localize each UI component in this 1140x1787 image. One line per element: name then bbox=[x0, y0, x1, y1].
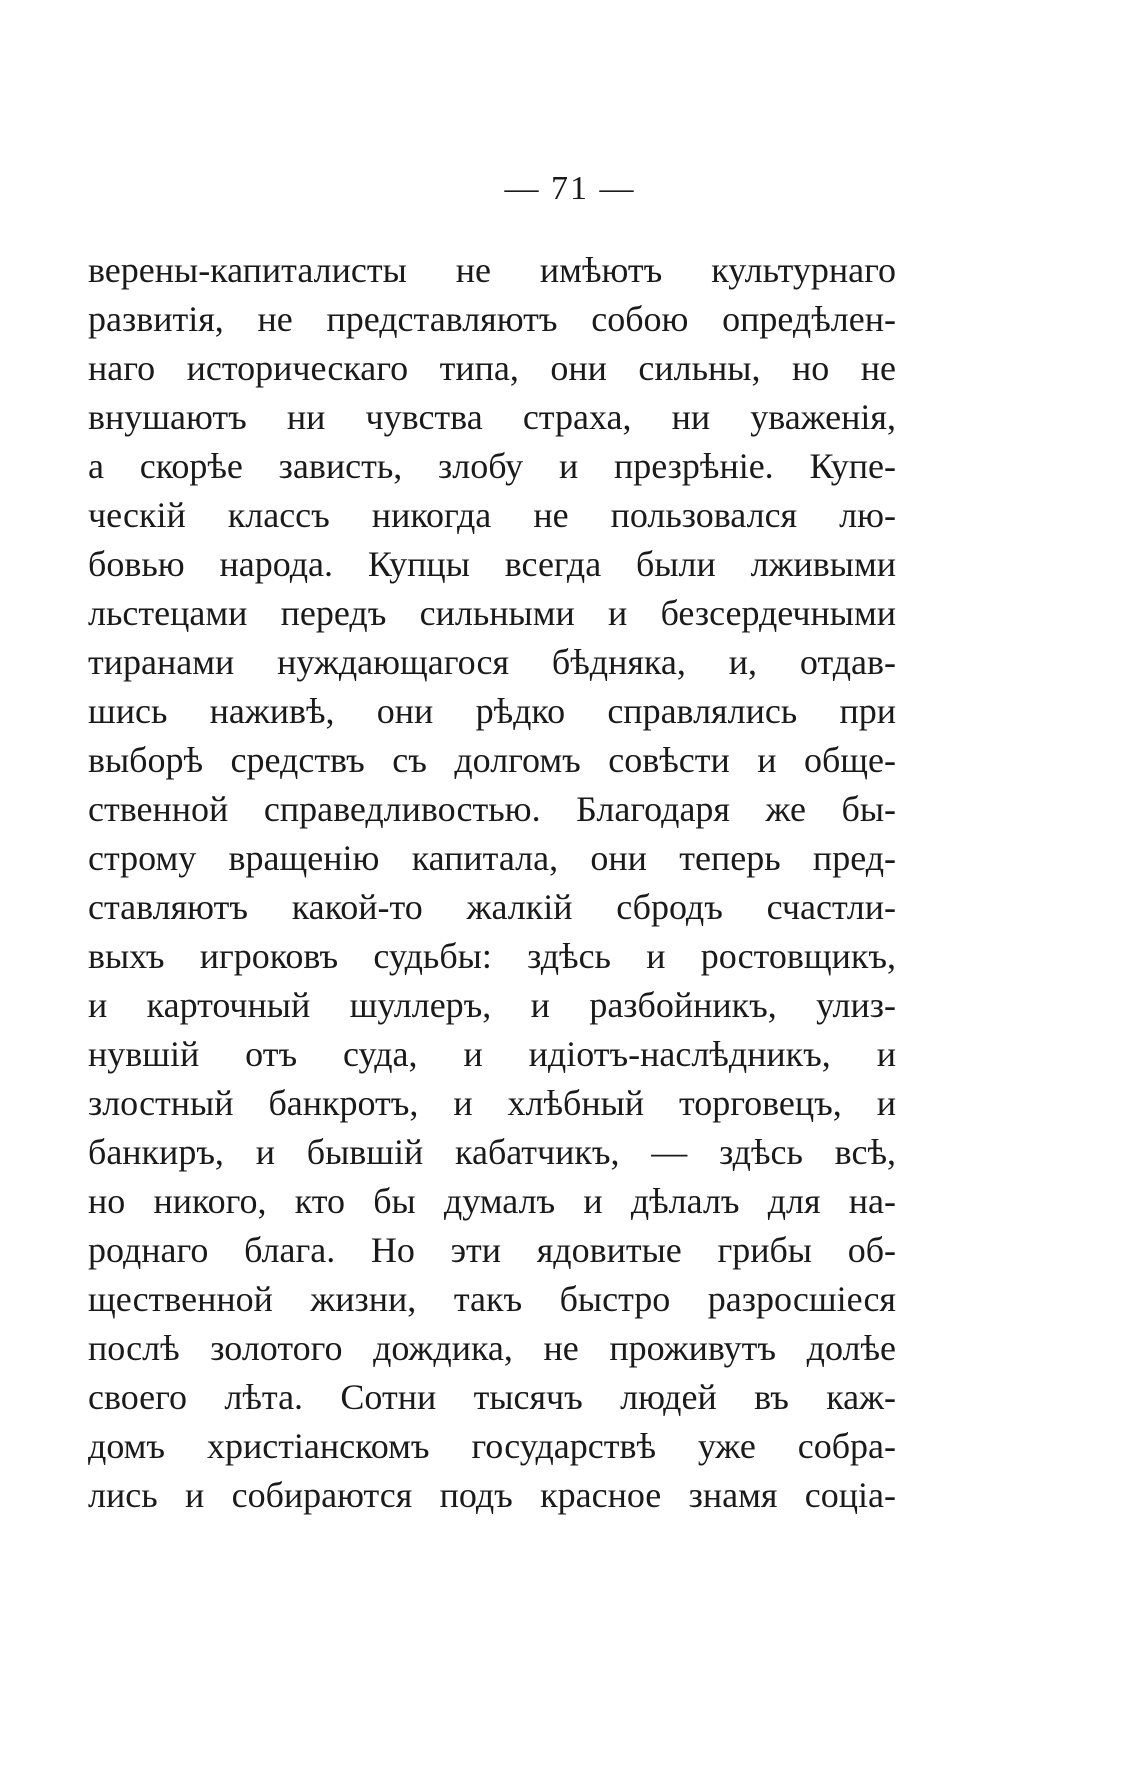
text-line: тиранами нуждающагося бѣдняка, и, отдав- bbox=[88, 642, 896, 682]
text-line: льстецами передъ сильными и безсердечными bbox=[88, 593, 896, 633]
text-line: шись наживѣ, они рѣдко справлялись при bbox=[88, 691, 896, 731]
text-line: лись и собираются подъ красное знамя соціа- bbox=[88, 1475, 896, 1515]
text-line: щественной жизни, такъ быстро разросшіеся bbox=[88, 1279, 896, 1319]
text-line: ставляютъ какой-то жалкій сбродъ счастли- bbox=[88, 887, 896, 927]
text-line: верены-капиталисты не имѣютъ культурнаго bbox=[88, 250, 896, 290]
text-line: выборѣ средствъ съ долгомъ совѣсти и обще- bbox=[88, 740, 896, 780]
text-line: но никого, кто бы думалъ и дѣлалъ для на- bbox=[88, 1181, 896, 1221]
text-line: а скорѣе зависть, злобу и презрѣніе. Купе- bbox=[88, 446, 896, 486]
text-line: ческій классъ никогда не пользовался лю- bbox=[88, 495, 896, 535]
text-line: злостный банкротъ, и хлѣбный торговецъ, и bbox=[88, 1083, 896, 1123]
text-line: внушаютъ ни чувства страха, ни уваженія, bbox=[88, 397, 896, 437]
text-line: выхъ игроковъ судьбы: здѣсь и ростовщикъ, bbox=[88, 936, 896, 976]
text-line: роднаго блага. Но эти ядовитые грибы об- bbox=[88, 1230, 896, 1270]
text-line: строму вращенію капитала, они теперь пред- bbox=[88, 838, 896, 878]
text-line: своего лѣта. Сотни тысячъ людей въ каж- bbox=[88, 1377, 896, 1417]
text-line: наго историческаго типа, они сильны, но не bbox=[88, 348, 896, 388]
text-line: послѣ золотого дождика, не проживутъ долѣе bbox=[88, 1328, 896, 1368]
text-line: развитія, не представляютъ собою опредѣлен- bbox=[88, 299, 896, 339]
text-line: бовью народа. Купцы всегда были лживыми bbox=[88, 544, 896, 584]
text-line: и карточный шуллеръ, и разбойникъ, улиз- bbox=[88, 985, 896, 1025]
text-line: нувшій отъ суда, и идіотъ-наслѣдникъ, и bbox=[88, 1034, 896, 1074]
text-line: домъ христіанскомъ государствѣ уже собра- bbox=[88, 1426, 896, 1466]
text-line: ственной справедливостью. Благодаря же бы- bbox=[88, 789, 896, 829]
page-number: — 71 — bbox=[504, 170, 636, 207]
text-line: банкиръ, и бывшій кабатчикъ, — здѣсь всѣ, bbox=[88, 1132, 896, 1172]
body-text bbox=[88, 246, 896, 1520]
